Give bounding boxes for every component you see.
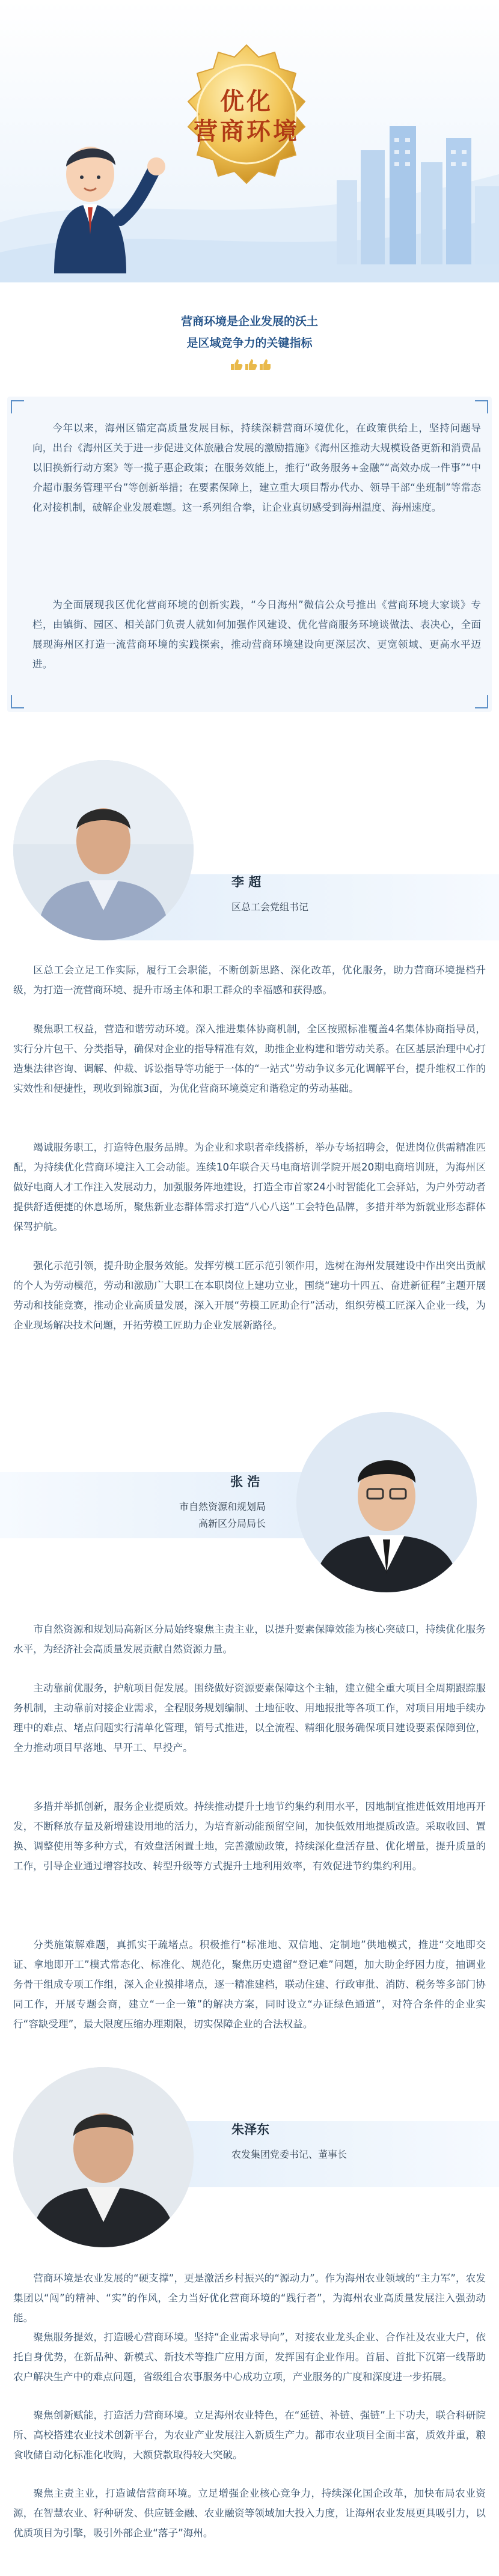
profile-name: 张 浩 — [230, 1475, 260, 1489]
profile-paragraph: 市自然资源和规划局高新区分局始终聚焦主责主业，以提升要素保障效能为核心突破口，持续优化服务水平，为经济社会高质量发展贡献自然资源力量。 — [13, 1624, 486, 1655]
profile-title: 农发集团党委书记、董事长 — [231, 2149, 347, 2160]
profile-paragraph: 主动靠前优服务，护航项目促发展。围绕做好资源要素保障这个主轴，建立健全重大项目全周期跟踪服务机制，主动靠前对接企业需求，全程服务规划编制、土地征收、用地报批等各项工作，对项目用地手续办理中的难点、堵点问题实行清单化管理，销号式推进，以全流程、精细化服务确保项目建设要素保障到位，全力推动项目早落地、早开工、早投产。 — [13, 1682, 486, 1753]
badge-title-line1: 优化 — [220, 87, 273, 115]
corner-decoration — [475, 400, 488, 413]
businessman-illustration-icon — [36, 129, 174, 273]
profile-paragraph: 聚焦创新赋能，打造活力营商环境。立足海州农业特色，在“延链、补链、强链”上下功夫，联合科研院所、高校搭建农业技术创新平台，为农业产业发展注入新质生产力。都市农业项目全面丰富，质效并重，粮食收储自动化标准化收购，大额贷款取得较大突破。 — [13, 2410, 486, 2461]
hero-subtitle-line1: 营商环境是企业发展的沃土 — [180, 315, 318, 328]
corner-decoration — [475, 695, 488, 708]
profile-paragraph: 聚焦主责主业，打造诚信营商环境。立足增强企业核心竞争力，持续深化国企改革，加快布局农业资源，在智慧农业、籽种研发、供应链金融、农业融资等领域加大投入力度，让海州农业发展更具吸引力，以优质项目为引擎，吸引外部企业“落子”海州。 — [13, 2488, 486, 2539]
profile-photo — [296, 1412, 477, 1592]
profile-title: 高新区分局局长 — [198, 1518, 266, 1529]
badge-title-line2: 营商环境 — [194, 117, 299, 145]
profile-name: 李 超 — [231, 875, 262, 889]
gold-badge-icon — [171, 39, 322, 189]
profile-paragraph: 聚焦职工权益，营造和谐劳动环境。深入推进集体协商机制，全区按照标准覆盖4名集体协商指导员，实行分片包干、分类指导，确保对企业的指导精准有效，助推企业构建和谐劳动关系。在区基层治理中心打造集法律咨询、调解、仲裁、诉讼指导等功能于一体的“一站式”劳动争议多元化调解平台，提升维权工作的实效性和便捷性，现收到锦旗3面，为优化营商环境奠定和谐稳定的劳动基础。 — [13, 1023, 486, 1094]
intro-paragraph: 为全面展现我区优化营商环境的创新实践，“今日海州”微信公众号推出《营商环境大家谈》专栏，由镇街、园区、相关部门负责人就如何加强作风建设、优化营商服务环境谈做法、表决心，全面展现海州区打造一流营商环境的实践探索，推动营商环境建设向更深层次、更宽领域、更高水平迈进。 — [32, 599, 481, 670]
profile-title: 市自然资源和规划局 — [179, 1501, 266, 1512]
profile-paragraph: 营商环境是农业发展的“硬支撑”，更是激活乡村振兴的“源动力”。作为海州农业领域的“主力军”，农发集团以“闯”的精神、“实”的作风，全力当好优化营商环境的“践行者”，为海州农业高质量发展注入强劲动能。 — [13, 2273, 486, 2324]
intro-paragraph: 今年以来，海州区锚定高质量发展目标，持续深耕营商环境优化，在政策供给上，坚持问题导向，出台《海州区关于进一步促进文体旅融合发展的激励措施》《海州区推动大规模设备更新和消费品以旧换新行动方案》等一揽子惠企政策；在服务效能上，推行“政务服务+金融”“高效办成一件事”“中介超市服务管理平台”等创新举措；在要素保障上，建立重大项目帮办代办、领导干部“坐班制”等常态化对接机制，破解企业发展难题。这一系列组合拳，让企业真切感受到海州温度、海州速度。 — [32, 422, 481, 513]
profile-paragraph: 聚焦服务提效，打造暖心营商环境。坚持“企业需求导向”，对接农业龙头企业、合作社及农业大户，依托自身优势，在新品种、新模式、新技术等推广应用方面，发挥国有企业作用。首届、首批下沉第一线帮助农户解决生产中的难点问题，省级组合农事服务中心成功立项，产业服务的广度和深度进一步拓展。 — [13, 2331, 486, 2383]
profile-photo — [13, 760, 194, 940]
profile-paragraph: 强化示范引领，提升助企服务效能。发挥劳模工匠示范引领作用，选树在海州发展建设中作出突出贡献的个人为劳动模范，劳动和激励广大职工在本职岗位上建功立业，围绕“建功十四五、奋进新征程”主题开展劳动和技能竞赛，推动企业高质量发展，深入开展“劳模工匠助企行”活动，组织劳模工匠深入企业一线，为企业现场解决技术问题，开拓劳模工匠助力企业发展新路径。 — [13, 1260, 486, 1331]
profile-name: 朱泽东 — [231, 2122, 269, 2137]
profile-paragraph: 竭诚服务职工，打造特色服务品牌。为企业和求职者牵线搭桥，举办专场招聘会，促进岗位供需精准匹配，为持续优化营商环境注入工会动能。连续10年联合天马电商培训学院开展20期电商培训班，为海州区做好电商人才工作注入发展动力，加强服务阵地建设，打造全市首家24小时智能化工会驿站，为户外劳动者提供舒适便捷的休息场所，聚焦新业态群体需求打造“八心八送”工会特色品牌，多措并举为新就业形态群体保驾护航。 — [13, 1142, 486, 1232]
profile-paragraph: 多措并举抓创新，服务企业提质效。持续推动提升土地节约集约利用水平，因地制宜推进低效用地再开发，不断释放存量及新增建设用地的活力，为培育新动能预留空间，加快低效用地提质改造。采取收回、置换、调整使用等多种方式，有效盘活闲置土地，完善激励政策，持续深化盘活存量、优化增量，提升质量的工作，引导企业通过增容技改、转型升级等方式提升土地利用效率，有效促进节约集约利用。 — [13, 1801, 486, 1872]
thumbs-up-icon — [228, 358, 271, 371]
profile-title: 区总工会党组书记 — [231, 901, 309, 913]
profile-paragraph: 分类施策解难题，真抓实干疏堵点。积极推行“标准地、双信地、定制地”供地模式，推进“交地即交证、拿地即开工”模式常态化、标准化、规范化，聚焦历史遗留“登记难”问题，加大助企纾困力度，抽调业务骨干组成专项工作组，深入企业摸排堵点，逐一精准建档，联动住建、行政审批、消防、税务等多部门协同工作，开展专题会商，建立“一企一策”的解决方案，同时设立“办证绿色通道”，对符合条件的企业实行“容缺受理”，最大限度压缩办理期限，切实保障企业的合法权益。 — [13, 1939, 486, 2030]
corner-decoration — [11, 400, 24, 413]
city-skyline-icon — [319, 114, 499, 264]
corner-decoration — [11, 695, 24, 708]
hero-subtitle-line2: 是区域竞争力的关键指标 — [186, 336, 313, 350]
profile-photo — [13, 2067, 194, 2247]
hero-banner — [0, 0, 499, 282]
profile-paragraph: 区总工会立足工作实际，履行工会职能，不断创新思路、深化改革，优化服务，助力营商环境提档升级，为打造一流营商环境、提升市场主体和职工群众的幸福感和获得感。 — [13, 964, 486, 996]
intro-box — [7, 397, 492, 712]
